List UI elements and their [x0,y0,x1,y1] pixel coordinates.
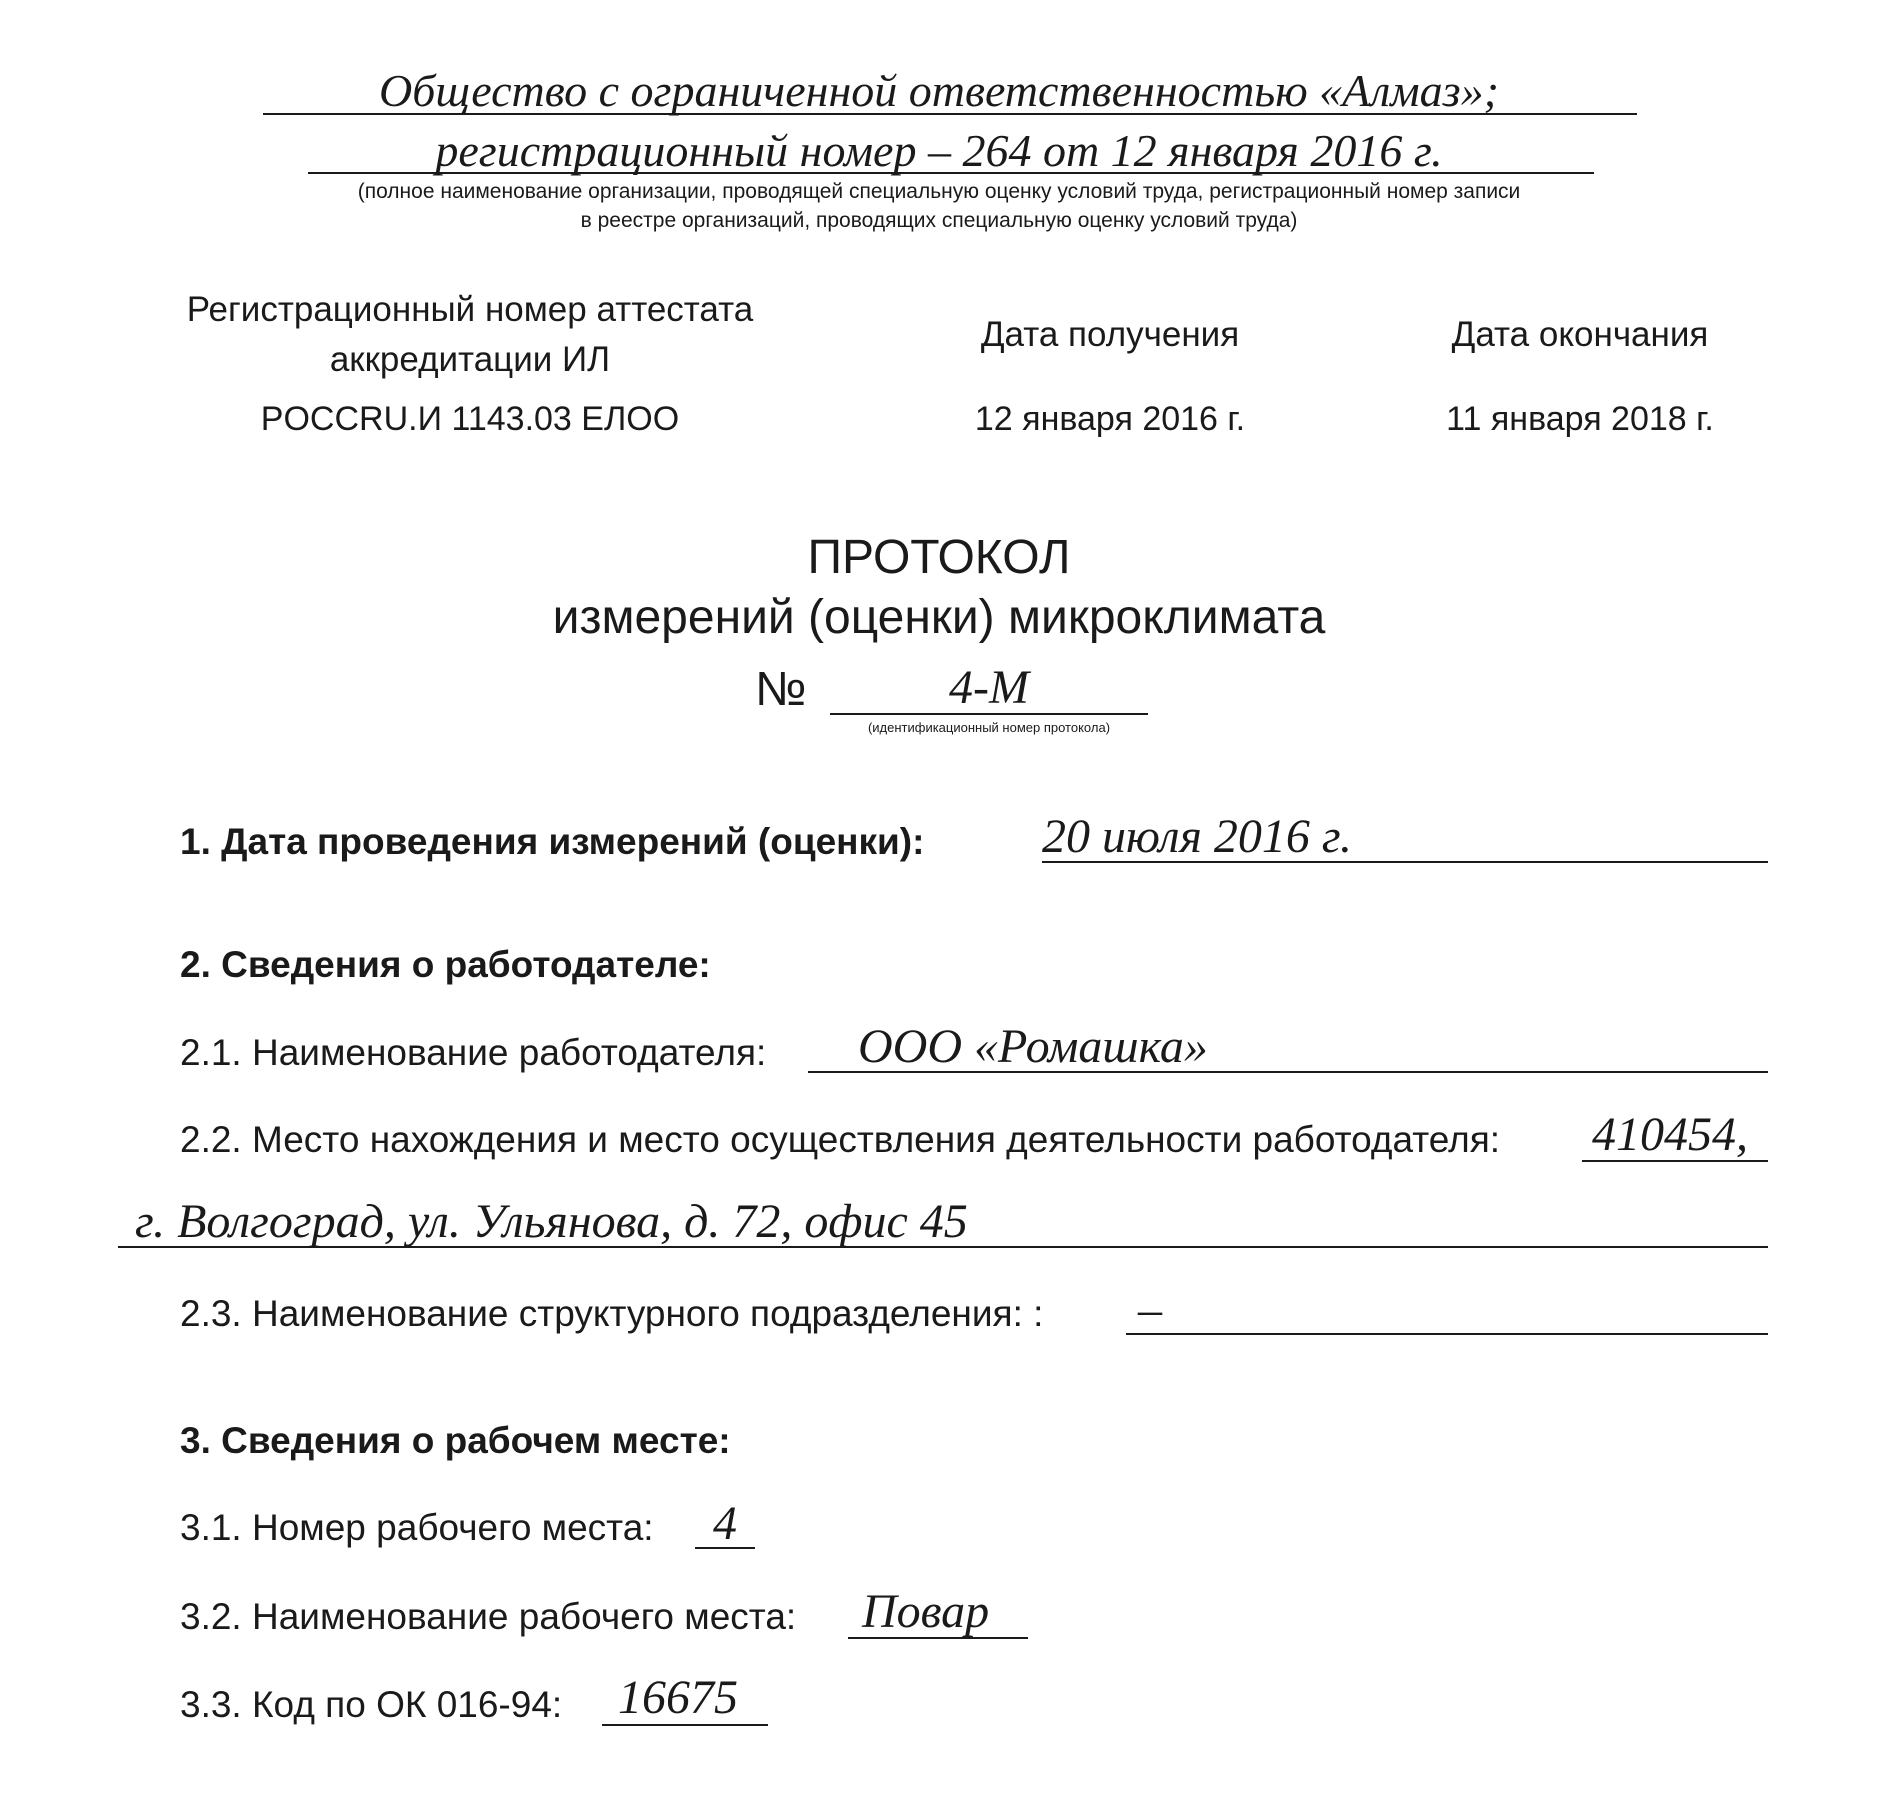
section2-employer-name-label: 2.1. Наименование работодателя: [180,1032,767,1073]
section3-workplace-name-label: 3.2. Наименование рабочего места: [180,1596,797,1637]
accreditation-number-label-line1: Регистрационный номер аттестата [186,290,754,329]
section3-workplace-number-label: 3.1. Номер рабочего места: [180,1507,654,1548]
protocol-title: ПРОТОКОЛ [807,531,1071,584]
section2-address-value-part2: г. Волгоград, ул. Ульянова, д. 72, офис 45 [135,1195,968,1248]
accreditation-number-value: POCCRU.И 1143.03 ЕЛОО [260,400,680,438]
protocol-number-value: 4-М [949,661,1029,714]
accreditation-expiry-value: 11 января 2018 г. [1446,400,1714,438]
section2-address-underline-part1 [1582,1160,1768,1162]
section2-address-underline-part2 [118,1246,1768,1248]
accreditation-received-value: 12 января 2016 г. [974,400,1246,438]
section2-subdivision-label: 2.3. Наименование структурного подразделения: : [180,1293,1044,1334]
protocol-number-underline [830,713,1148,715]
section1-label: 1. Дата проведения измерений (оценки): [180,821,925,862]
section3-workplace-number-underline [695,1547,755,1549]
organization-registration-line: регистрационный номер – 264 от 12 января 2016 г. [435,125,1443,176]
section2-subdivision-underline [1126,1333,1768,1335]
section2-subdivision-value: – [1138,1283,1162,1336]
accreditation-received-label: Дата получения [980,315,1240,354]
organization-caption-line2: в реестре организаций, проводящих специальную оценку условий труда) [580,209,1298,232]
section2-employer-name-value: ООО «Ромашка» [858,1020,1208,1073]
organization-line1-underline [263,113,1637,115]
section2-heading: 2. Сведения о работодателе: [180,944,711,985]
accreditation-expiry-label: Дата окончания [1451,315,1709,354]
protocol-number-sign: № [755,663,807,716]
organization-caption-line1: (полное наименование организации, проводящей специальную оценку условий труда, регистрационный номер записи [357,180,1521,203]
section3-workplace-name-underline [848,1637,1028,1639]
section3-ok-code-value: 16675 [618,1671,738,1724]
section2-address-label: 2.2. Место нахождения и место осуществления деятельности работодателя: [180,1119,1501,1160]
section3-ok-code-label: 3.3. Код по ОК 016-94: [180,1684,563,1725]
protocol-number-caption: (идентификационный номер протокола) [867,720,1111,735]
protocol-subtitle: измерений (оценки) микроклимата [552,591,1326,644]
section3-workplace-name-value: Повар [862,1585,990,1638]
section3-workplace-number-value: 4 [713,1497,737,1550]
section1-underline [1042,861,1768,863]
section2-employer-name-underline [808,1071,1768,1073]
section3-heading: 3. Сведения о рабочем месте: [180,1420,731,1461]
section2-address-value-part1: 410454, [1592,1108,1748,1161]
organization-name-line1: Общество с ограниченной ответственностью «Алмаз»; [379,65,1499,116]
section1-date-value: 20 июля 2016 г. [1042,810,1352,863]
organization-line2-underline [308,172,1594,174]
accreditation-number-label-line2: аккредитации ИЛ [329,340,611,379]
section3-ok-code-underline [602,1724,768,1726]
